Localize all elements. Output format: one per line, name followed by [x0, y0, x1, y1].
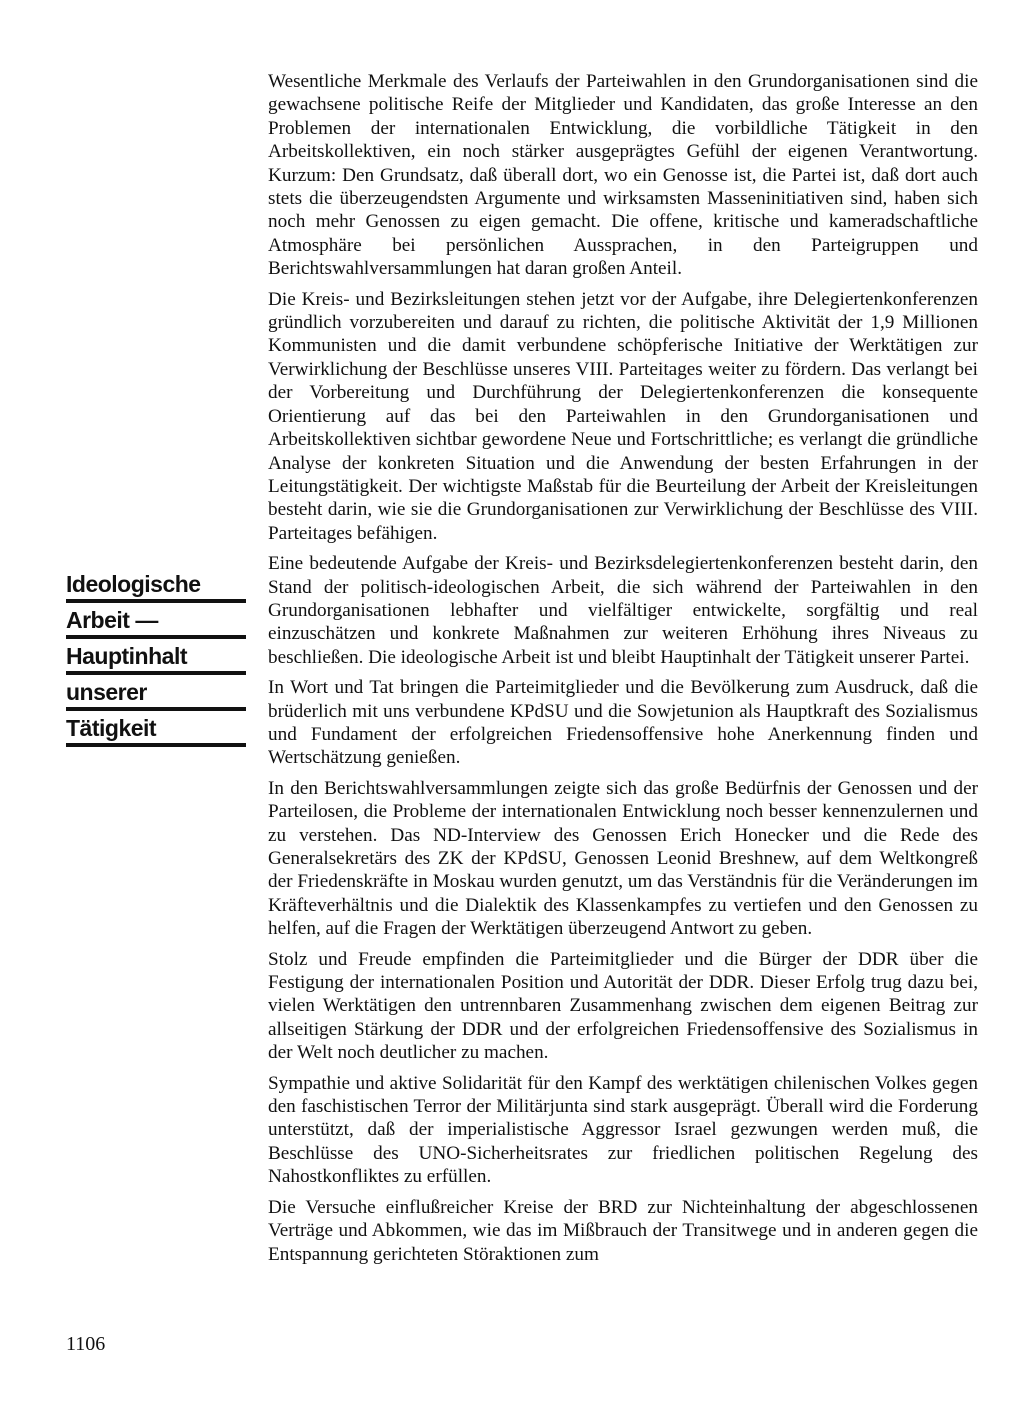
margin-heading-line: Tätigkeit	[66, 716, 246, 747]
paragraph: Wesentliche Merkmale des Verlaufs der Parteiwahlen in den Grundorganisationen sind die gewachsene politische Reife der Mitglieder und Kandidaten, das große Interesse an den Problemen der internationalen Entwicklung, die vorbildliche Tätigkeit in den Arbeitskollektiven, ein noch stärker ausgeprägtes Gefühl der eigenen Verantwortung. Kurzum: Den Grundsatz, daß überall dort, wo ein Genosse ist, die Partei ist, daß dort auch stets die überzeugendsten Argumente und wirksamsten Masseninitiativen sind, haben sich noch mehr Genossen zu eigen gemacht. Die offene, kritische und kameradschaftliche Atmosphäre bei persönlichen Aussprachen, in den Parteigruppen und Berichtswahlversammlungen hat daran großen Anteil.	[268, 71, 978, 280]
margin-heading-line: Hauptinhalt	[66, 644, 246, 675]
paragraph: Sympathie und aktive Solidarität für den Kampf des werktätigen chilenischen Volkes gegen den faschistischen Terror der Militärjunta sind stark ausgeprägt. Überall wird die Forderung unterstützt, daß der imperialistische Aggressor Israel gezwungen werden muß, die Beschlüsse des UNO-Sicherheitsrates zur friedlichen politischen Regelung des Nahostkonfliktes zu erfüllen.	[268, 1072, 978, 1188]
margin-heading-line: Ideologische	[66, 572, 246, 603]
body-text	[268, 70, 978, 1273]
paragraph: In den Berichtswahlversammlungen zeigte sich das große Bedürfnis der Genossen und der Parteilosen, die Probleme der internationalen Entwicklung noch besser kennenzulernen und zu verstehen. Das ND-Interview des Genossen Erich Honecker und die Rede des Generalsekretärs des ZK der KPdSU, Genossen Leonid Breshnew, auf dem Weltkongreß der Friedenskräfte in Moskau wurden genutzt, um das Verständnis für die Veränderungen im Kräfteverhältnis und die Dialektik des Klassenkampfes zu vertiefen und den Genossen zu helfen, auf die Fragen der Werktätigen überzeugend Antwort zu geben.	[268, 777, 978, 940]
margin-heading	[66, 572, 246, 752]
page-number: 1106	[66, 1333, 106, 1355]
margin-heading-line: Arbeit —	[66, 608, 246, 639]
paragraph: Die Versuche einflußreicher Kreise der BRD zur Nichteinhaltung der abgeschlossenen Verträge und Abkommen, wie das im Mißbrauch der Transitwege und in anderen gegen die Entspannung gerichteten Störaktionen zum	[268, 1196, 978, 1265]
paragraph: Eine bedeutende Aufgabe der Kreis- und Bezirksdelegiertenkonferenzen besteht darin, den Stand der politisch-ideologischen Arbeit, die sich während der Parteiwahlen in den Grundorganisationen lebhafter und vielfältiger entwickelte, sorgfältig und real einzuschätzen und konkrete Maßnahmen zur weiteren Erhöhung ihres Niveaus zu beschließen. Die ideologische Arbeit ist und bleibt Hauptinhalt der Tätigkeit unserer Partei.	[268, 553, 978, 668]
paragraph: Stolz und Freude empfinden die Parteimitglieder und die Bürger der DDR über die Festigung der internationalen Position und Autorität der DDR. Dieser Erfolg trug dazu bei, vielen Werktätigen den untrennbaren Zusammenhang zwischen dem eigenen Beitrag zur allseitigen Stärkung der DDR und der erfolgreichen Friedensoffensive des Sozialismus in der Welt noch deutlicher zu machen.	[268, 948, 978, 1064]
paragraph: Die Kreis- und Bezirksleitungen stehen jetzt vor der Aufgabe, ihre Delegiertenkonferenzen gründlich vorzubereiten und darauf zu richten, die politische Aktivität der 1,9 Millionen Kommunisten und die damit verbundene schöpferische Initiative der Werktätigen zur Verwirklichung der Beschlüsse unseres VIII. Parteitages weiter zu fördern. Das verlangt bei der Vorbereitung und Durchführung der Delegiertenkonferenzen die konsequente Orientierung auf das bei den Parteiwahlen in den Grundorganisationen und Arbeitskollektiven sichtbar gewordene Neue und Fortschrittliche; es verlangt die gründliche Analyse der konkreten Situation und die Anwendung der besten Erfahrungen in der Leitungstätigkeit. Der wichtigste Maßstab für die Beurteilung der Arbeit der Kreisleitungen besteht darin, wie sie die Grundorganisationen zur Verwirklichung der Beschlüsse des VIII. Parteitages befähigen.	[268, 288, 978, 544]
paragraph: In Wort und Tat bringen die Parteimitglieder und die Bevölkerung zum Ausdruck, daß die brüderlich mit uns verbundene KPdSU und die Sowjetunion als Hauptkraft des Sozialismus und Fundament der erfolgreichen Friedensoffensive hohe Anerkennung finden und Wertschätzung genießen.	[268, 677, 978, 769]
margin-heading-line: unserer	[66, 680, 246, 711]
